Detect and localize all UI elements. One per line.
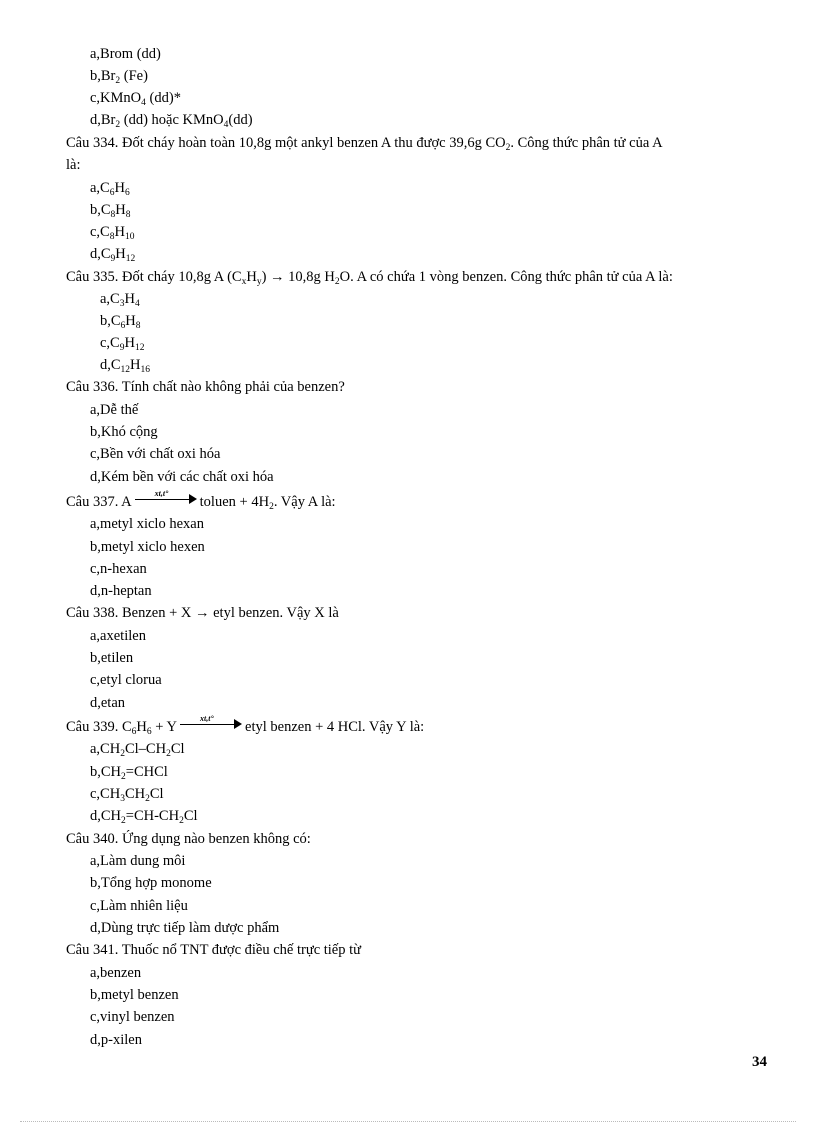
option-336-d	[90, 468, 274, 486]
subscript: 2	[115, 120, 121, 130]
option-334-d	[90, 245, 135, 263]
option-text: a,C	[100, 291, 120, 307]
option-text: H	[124, 335, 135, 351]
option-text: c,vinyl benzen	[90, 1009, 175, 1025]
question-text: + Y	[151, 719, 178, 735]
option-340-b	[90, 874, 212, 892]
option-text: H	[115, 202, 126, 218]
subscript: 2	[166, 749, 171, 759]
option-338-d	[90, 694, 125, 712]
question-text: Câu 339. C	[66, 719, 132, 735]
subscript: 3	[120, 794, 125, 804]
option-text: (dd)*	[145, 90, 181, 106]
option-334-c	[90, 223, 134, 241]
subscript: 12	[120, 365, 131, 375]
question-341	[66, 941, 361, 959]
option-text: b,C	[100, 313, 121, 329]
question-336	[66, 378, 345, 396]
option-337-d	[90, 582, 152, 600]
option-339-d	[90, 807, 198, 825]
question-text: H	[246, 269, 257, 285]
option-341-c	[90, 1008, 175, 1026]
option-338-c	[90, 671, 162, 689]
option-341-b	[90, 986, 179, 1004]
question-text: . Công thức phân tử của A	[510, 135, 663, 151]
subscript: x	[241, 277, 247, 287]
option-340-d	[90, 919, 279, 937]
option-text: a,Làm dung môi	[90, 853, 186, 869]
option-d-br2-kmno4	[90, 111, 253, 129]
option-text: H	[115, 246, 126, 262]
subscript: 12	[125, 254, 136, 264]
question-text: Câu 337. A	[66, 494, 132, 510]
subscript: 9	[119, 343, 125, 353]
page-bottom-divider	[20, 1121, 796, 1122]
subscript: 2	[505, 143, 511, 153]
subscript: 2	[179, 816, 184, 826]
option-c-kmno4	[90, 89, 181, 107]
subscript: 3	[119, 299, 125, 309]
subscript: 2	[121, 772, 126, 782]
subscript: 9	[110, 254, 116, 264]
option-339-a	[90, 740, 185, 758]
subscript: 2	[121, 816, 126, 826]
question-337	[66, 489, 336, 512]
option-text: CH	[124, 786, 146, 802]
subscript: 6	[124, 188, 130, 198]
option-text: Cl	[170, 741, 185, 757]
option-341-d	[90, 1031, 142, 1049]
question-text: H	[136, 719, 147, 735]
option-335-b	[100, 312, 141, 330]
question-text: Câu 338. Benzen + X → etyl benzen. Vậy X là	[66, 605, 339, 621]
subscript: 6	[109, 188, 115, 198]
option-340-a	[90, 852, 185, 870]
option-340-c	[90, 897, 188, 915]
subscript: 2	[120, 749, 125, 759]
option-text: c,n-hexan	[90, 561, 147, 577]
option-336-c	[90, 445, 220, 463]
option-text: H	[125, 313, 136, 329]
option-text: =CHCl	[125, 764, 168, 780]
subscript: 12	[134, 343, 145, 353]
question-text: là:	[66, 157, 81, 173]
option-text: d,CH	[90, 808, 122, 824]
subscript: 16	[140, 365, 151, 375]
option-text: b,Khó cộng	[90, 424, 158, 440]
option-text: c,etyl clorua	[90, 672, 162, 688]
option-337-b	[90, 538, 205, 556]
option-text: b,etilen	[90, 650, 134, 666]
subscript: 10	[124, 232, 135, 242]
option-338-b	[90, 649, 133, 667]
question-338	[66, 604, 339, 622]
question-text: Câu 341. Thuốc nổ TNT được điều chế trực tiếp từ	[66, 942, 362, 958]
option-text: a,benzen	[90, 965, 142, 981]
subscript: 4	[141, 98, 146, 108]
option-337-c	[90, 560, 147, 578]
question-340	[66, 830, 311, 848]
option-text: =CH-CH	[125, 808, 180, 824]
option-text: a,Dễ thế	[90, 402, 139, 418]
option-335-a	[100, 290, 140, 308]
question-text: Câu 336. Tính chất nào không phải của benzen?	[66, 379, 345, 395]
option-text: c,KMnO	[90, 90, 142, 106]
subscript: 8	[125, 210, 131, 220]
subscript: 6	[146, 727, 152, 737]
subscript: 4	[134, 299, 140, 309]
question-335	[66, 268, 673, 286]
option-text: b,Br	[90, 68, 116, 84]
option-text: Cl–CH	[124, 741, 167, 757]
option-a-brom	[90, 45, 161, 63]
question-334	[66, 134, 663, 152]
question-334-continuation	[66, 156, 81, 174]
subscript: 8	[135, 321, 141, 331]
option-334-a	[90, 179, 130, 197]
question-text: ) → 10,8g H	[261, 269, 335, 285]
option-text: c,C	[100, 335, 120, 351]
option-text: H	[114, 224, 125, 240]
option-text: a,CH	[90, 741, 121, 757]
option-text: d,p-xilen	[90, 1032, 142, 1048]
subscript: 2	[269, 502, 274, 512]
option-text: (dd)	[228, 112, 253, 128]
option-b-br2-fe	[90, 67, 148, 85]
option-text: c,CH	[90, 786, 121, 802]
option-text: c,Làm nhiên liệu	[90, 898, 188, 914]
subscript: 2	[115, 76, 121, 86]
option-text: H	[124, 291, 135, 307]
option-text: d,C	[100, 357, 121, 373]
option-339-b	[90, 763, 168, 781]
subscript: 8	[110, 210, 116, 220]
subscript: 2	[334, 277, 340, 287]
option-338-a	[90, 627, 146, 645]
question-text: toluen + 4H	[199, 494, 270, 510]
option-341-a	[90, 964, 141, 982]
option-text: d,etan	[90, 695, 126, 711]
question-text: . Vậy A là:	[273, 494, 336, 510]
option-text: Cl	[183, 808, 198, 824]
subscript: 4	[223, 120, 229, 130]
option-text: d,n-heptan	[90, 583, 152, 599]
option-text: (Fe)	[120, 68, 148, 84]
option-text: a,C	[90, 180, 110, 196]
question-339	[66, 714, 425, 737]
option-text: H	[114, 180, 125, 196]
option-335-d	[100, 356, 150, 374]
option-text: d,C	[90, 246, 111, 262]
question-text: Câu 335. Đốt cháy 10,8g A (C	[66, 269, 242, 285]
option-text: b,Tổng hợp monome	[90, 875, 212, 891]
option-text: b,metyl benzen	[90, 987, 179, 1003]
arrow-condition-label: xt,t°	[154, 489, 169, 498]
option-335-c	[100, 334, 144, 352]
subscript: 6	[131, 727, 137, 737]
option-text: b,CH	[90, 764, 122, 780]
subscript: 2	[145, 794, 150, 804]
option-text: b,metyl xiclo hexen	[90, 539, 205, 555]
page-number: 34	[752, 1054, 767, 1070]
question-text: O. A có chứa 1 vòng benzen. Công thức phân tử của A là:	[339, 269, 673, 285]
question-text: etyl benzen + 4 HCl. Vậy Y là:	[245, 719, 425, 735]
option-337-a	[90, 515, 204, 533]
option-334-b	[90, 201, 131, 219]
question-text: Câu 334. Đốt cháy hoàn toàn 10,8g một ankyl benzen A thu được 39,6g CO	[66, 135, 506, 151]
option-text: a,metyl xiclo hexan	[90, 516, 204, 532]
option-text: c,C	[90, 224, 110, 240]
option-text: b,C	[90, 202, 111, 218]
option-text: a,Brom (dd)	[90, 46, 161, 62]
arrow-condition-label: xt,t°	[200, 714, 214, 723]
option-text: d,Br	[90, 112, 116, 128]
reaction-arrow-icon	[180, 714, 242, 730]
option-339-c	[90, 785, 164, 803]
subscript: y	[256, 277, 262, 287]
option-text: d,Kém bền với các chất oxi hóa	[90, 469, 274, 485]
subscript: 6	[120, 321, 126, 331]
option-336-a	[90, 401, 138, 419]
option-336-b	[90, 423, 158, 441]
reaction-arrow-icon	[135, 489, 197, 505]
option-text: (dd) hoặc KMnO	[120, 112, 224, 128]
option-text: a,axetilen	[90, 628, 146, 644]
subscript: 8	[109, 232, 115, 242]
option-text: H	[130, 357, 141, 373]
option-text: d,Dùng trực tiếp làm dược phẩm	[90, 920, 280, 936]
option-text: Cl	[149, 786, 164, 802]
option-text: c,Bền với chất oxi hóa	[90, 446, 221, 462]
question-text: Câu 340. Ứng dụng nào benzen không có:	[66, 831, 311, 847]
